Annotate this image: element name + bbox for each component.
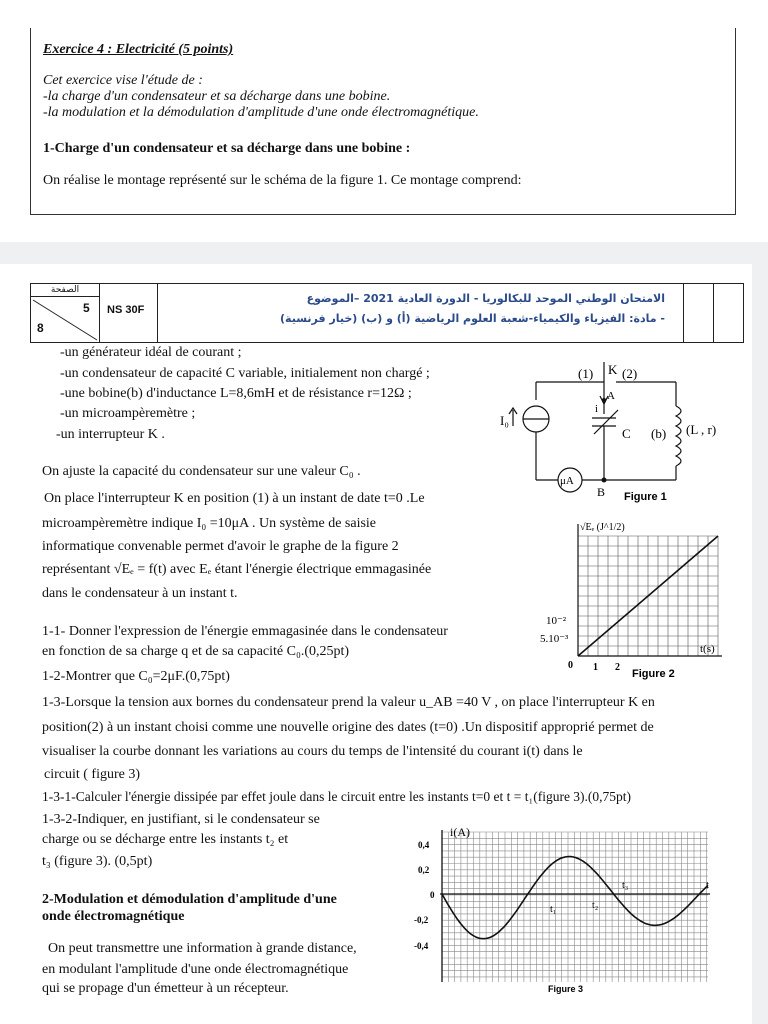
figure-3-chart [410, 822, 714, 998]
fig3-ytick: -0,2 [414, 915, 429, 925]
question-1-3: circuit ( figure 3) [44, 767, 141, 782]
fig1-meter: μA [560, 475, 574, 487]
section-2-title: 2-Modulation et démodulation d'amplitude d'une [42, 892, 337, 907]
body-text: informatique convenable permet d'avoir le graphe de la figure 2 [42, 539, 399, 554]
fig3-ytick: -0,4 [414, 941, 429, 951]
section-2-title: onde électromagnétique [42, 909, 185, 924]
component-item: -une bobine(b) d'inductance L=8,6mH et de résistance r=12Ω ; [60, 386, 412, 401]
fig3-marker-t1: t₁ [550, 904, 557, 915]
intro-text: Cet exercice vise l'étude de : [43, 73, 203, 88]
fig2-xlabel: t(s) [700, 643, 715, 655]
fig3-ytick: 0,4 [418, 840, 430, 850]
question-1-3-2: charge ou se décharge entre les instants t₂ et [42, 832, 289, 847]
page-number-cell [31, 284, 100, 342]
fig1-pos2: (2) [622, 366, 638, 381]
page-number: 5 [83, 301, 90, 315]
fig1-coil: (b) [651, 426, 667, 441]
component-item: -un microampèremètre ; [60, 406, 196, 421]
code-cell [99, 284, 158, 342]
page-label: الصفحة [31, 284, 99, 297]
fig2-ytick: 10⁻² [546, 615, 567, 627]
component-item: -un interrupteur K . [56, 427, 165, 442]
fig2-caption: Figure 2 [632, 668, 675, 680]
section-2-text: en modulant l'amplitude d'une onde électromagnétique [42, 962, 349, 977]
section-2-text: qui se propage d'un émetteur à un récepteur. [42, 981, 289, 996]
fig1-switch: K [608, 362, 618, 377]
fig3-xlabel: t [706, 879, 710, 891]
header-blank-cell [683, 284, 714, 342]
fig3-caption: Figure 3 [548, 984, 584, 994]
fig3-ylabel: i(A) [450, 825, 470, 839]
question-1-3: position(2) à un instant choisi comme une nouvelle origine des dates (t=0) .Un dispositif approprié permet de [42, 720, 654, 735]
question-1-1: en fonction de sa charge q et de sa capacité C₀.(0,25pt) [42, 644, 350, 659]
page-edge [752, 264, 768, 1024]
question-1-3: 1-3-Lorsque la tension aux bornes du condensateur prend la valeur u_AB =40 V , on place l'interrupteur K en [42, 695, 655, 710]
component-item: -un condensateur de capacité C variable, initialement non chargé ; [60, 366, 430, 381]
fig1-source: I₀ [500, 413, 509, 428]
section-1-title: 1-Charge d'un condensateur et sa décharge dans une bobine : [43, 141, 411, 156]
section-2-text: On peut transmettre une information à grande distance, [48, 941, 357, 956]
fig1-capacitor: C [622, 426, 631, 441]
question-1-3-2: 1-3-2-Indiquer, en justifiant, si le condensateur se [42, 812, 320, 827]
fig3-marker-t3: t₃ [622, 880, 629, 891]
fig3-ytick: 0,2 [418, 865, 430, 875]
question-1-2: 1-2-Montrer que C₀=2μF.(0,75pt) [42, 669, 230, 684]
montage-text: On réalise le montage représenté sur le schéma de la figure 1. Ce montage comprend: [43, 173, 522, 188]
fig2-xtick: 1 [593, 662, 598, 673]
fig3-marker-t2: t₂ [592, 900, 599, 911]
body-text: On ajuste la capacité du condensateur sur une valeur C₀ . [42, 464, 361, 479]
figure-1-circuit [496, 356, 734, 506]
header-title-2: - مادة: الفيزياء والكيمياء-شعبة العلوم الرياضية (أ) و (ب) (خيار فرنسية) [280, 312, 665, 325]
exercise-title: Exercice 4 : Electricité (5 points) [43, 42, 234, 57]
fig2-xtick: 2 [615, 662, 620, 673]
question-1-3-2: t₃ (figure 3). (0,5pt) [42, 854, 153, 869]
fig1-current: i [595, 403, 599, 415]
fig2-ylabel: √Eₑ (J^1/2) [580, 522, 625, 533]
fig3-ytick: 0 [430, 890, 435, 900]
fig1-node-a: A [607, 390, 615, 402]
body-text: représentant √Eₑ = f(t) avec Eₑ étant l'énergie électrique emmagasinée [42, 562, 432, 577]
fig1-pos1: (1) [578, 366, 594, 381]
fig1-caption: Figure 1 [624, 491, 667, 503]
fig2-ytick: 5.10⁻³ [540, 633, 569, 645]
component-item: -un générateur idéal de courant ; [60, 345, 242, 360]
exam-code: NS 30F [107, 304, 145, 316]
question-1-1: 1-1- Donner l'expression de l'énergie emmagasinée dans le condensateur [42, 624, 448, 639]
fig1-node-b: B [597, 485, 606, 499]
page-header [30, 283, 744, 343]
fig2-xtick: 0 [568, 660, 573, 671]
intro-bullet-2: -la modulation et la démodulation d'amplitude d'une onde électromagnétique. [43, 105, 479, 120]
figure-2-chart [536, 518, 732, 684]
question-1-3: visualiser la courbe donnant les variations au cours du temps de l'intensité du courant i(t) dans le [42, 744, 583, 759]
intro-bullet-1: -la charge d'un condensateur et sa décharge dans une bobine. [43, 89, 391, 104]
page-total: 8 [37, 321, 44, 335]
fig3-grid [442, 832, 708, 982]
body-text: dans le condensateur à un instant t. [42, 586, 238, 601]
question-1-3-1: 1-3-1-Calculer l'énergie dissipée par effet joule dans le circuit entre les instants t=0 et t = t₁(figure 3).(0,75pt) [42, 789, 632, 804]
body-text: On place l'interrupteur K en position (1) à un instant de date t=0 .Le [44, 491, 425, 506]
body-text: microampèremètre indique I₀ =10μA . Un système de saisie [42, 516, 377, 531]
fig1-coil-params: (L , r) [686, 422, 717, 437]
page-gap [0, 242, 768, 264]
title-cell [157, 284, 684, 342]
header-title-1: الامتحان الوطني الموحد للبكالوريا - الدورة العادية 2021 –الموضوع [306, 292, 665, 305]
